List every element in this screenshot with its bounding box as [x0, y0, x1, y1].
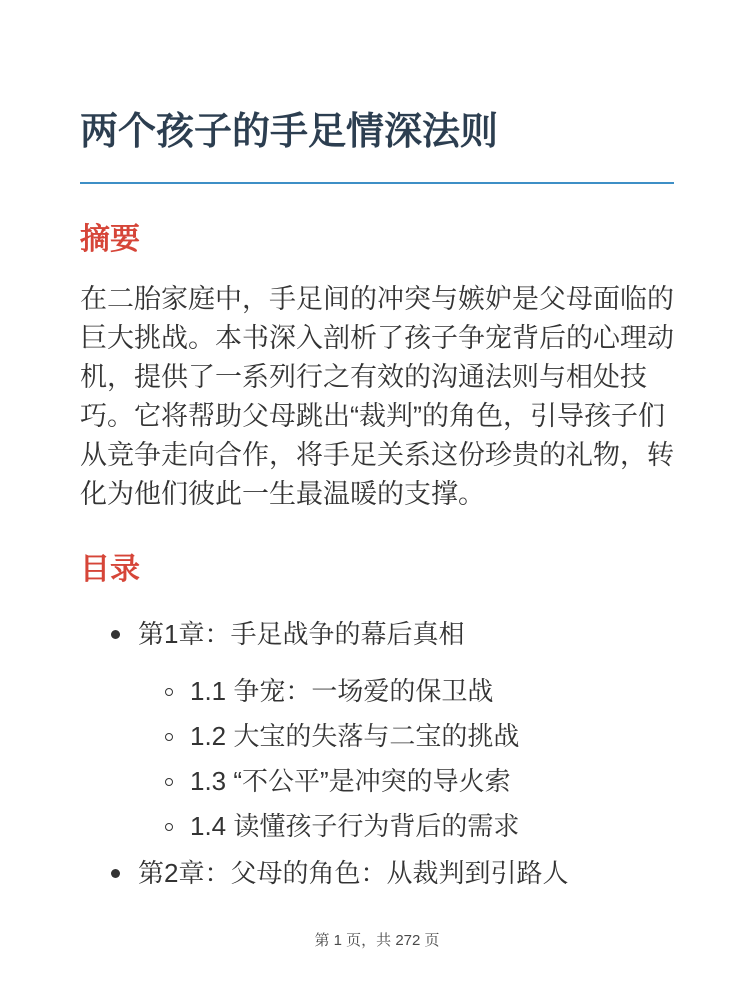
toc-chapter: [80, 617, 674, 843]
toc-section: [80, 764, 674, 798]
toc-chapter: [80, 856, 674, 890]
toc-section-label: 1.1 争宠：一场爱的保卫战: [190, 676, 494, 707]
toc-section: [80, 719, 674, 753]
abstract-text: 在二胎家庭中，手足间的冲突与嫉妒是父母面临的巨大挑战。本书深入剖析了孩子争宠背后的心理动机，提供了一系列行之有效的沟通法则与相处技巧。它将帮助父母跳出“裁判”的角色，引导孩子们从竞争走向合作，将手足关系这份珍贵的礼物，转化为他们彼此一生最温暖的支撑。: [80, 284, 674, 510]
toc-chapter-row: [80, 856, 674, 890]
toc-section-label: 1.3 “不公平”是冲突的导火索: [190, 766, 511, 797]
toc-chapter-row: [80, 617, 674, 651]
toc-chapter-label: 第1章：手足战争的幕后真相: [138, 619, 465, 650]
toc-section-label: 1.4 读懂孩子行为背后的需求: [190, 811, 520, 842]
toc-heading: 目录: [80, 553, 140, 587]
abstract-heading: 摘要: [80, 223, 140, 257]
toc-chapter-label: 第2章：父母的角色：从裁判到引路人: [138, 858, 569, 889]
page-title: 两个孩子的手足情深法则: [80, 108, 674, 184]
page-number: 第 1 页，共 272 页: [314, 932, 440, 950]
toc-section-list: [80, 674, 674, 843]
toc-section: [80, 809, 674, 843]
toc-section: [80, 674, 674, 708]
toc-section-label: 1.2 大宝的失落与二宝的挑战: [190, 721, 520, 752]
toc-list: [80, 617, 674, 890]
